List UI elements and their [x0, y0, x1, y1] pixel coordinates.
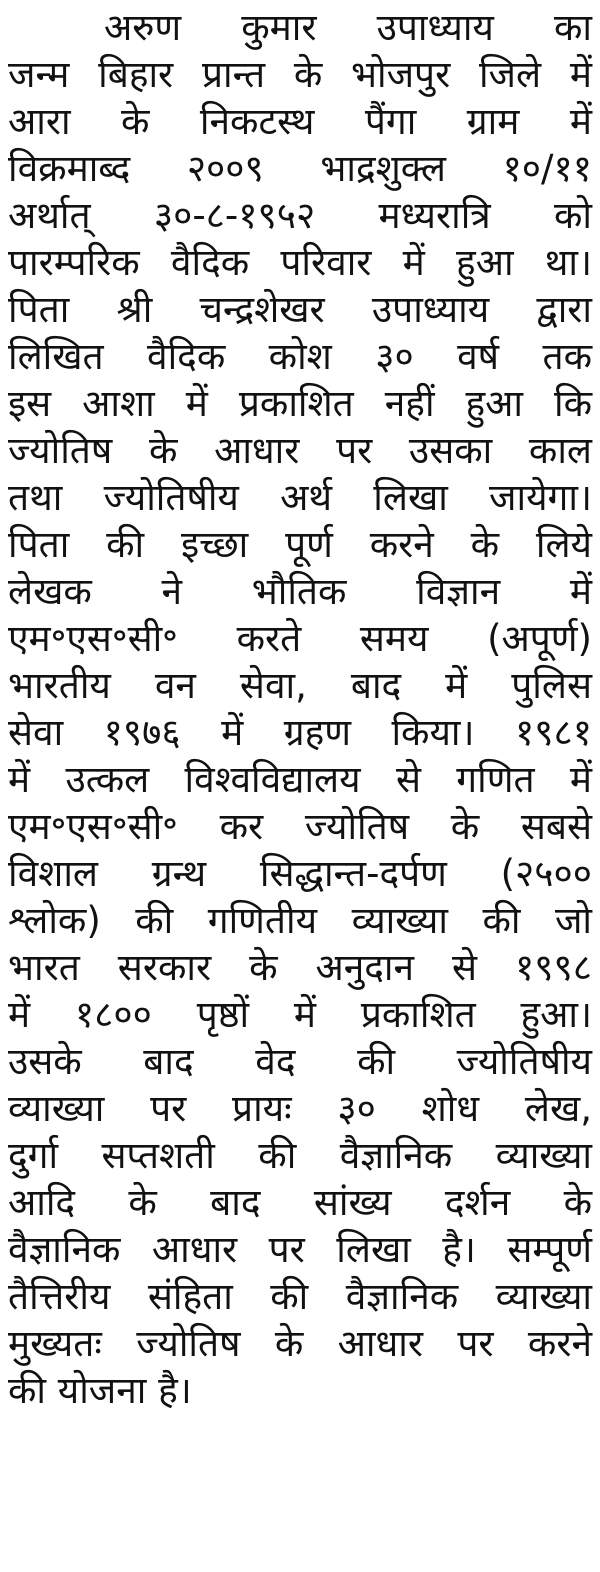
text-line: विक्रमाब्द २००९ भाद्रशुक्ल १०/११ [8, 147, 592, 190]
text-line: इस आशा में प्रकाशित नहीं हुआ कि [8, 382, 592, 425]
text-line: में १८०० पृष्ठों में प्रकाशित हुआ। [8, 993, 592, 1036]
text-line: जन्म बिहार प्रान्त के भोजपुर जिले में [8, 53, 592, 96]
text-line: पिता श्री चन्द्रशेखर उपाध्याय द्वारा [8, 288, 592, 331]
text-line: भारत सरकार के अनुदान से १९९८ [8, 946, 592, 989]
text-line: एम॰एस॰सी॰ कर ज्योतिष के सबसे [8, 805, 592, 848]
text-line: लेखक ने भौतिक विज्ञान में [8, 570, 592, 613]
text-line: तैत्तिरीय संहिता की वैज्ञानिक व्याख्या [8, 1275, 592, 1318]
text-line: में उत्कल विश्वविद्यालय से गणित में [8, 758, 592, 801]
text-line: आदि के बाद सांख्य दर्शन के [8, 1181, 592, 1224]
text-line: भारतीय वन सेवा, बाद में पुलिस [8, 664, 592, 707]
text-line: की योजना है। [8, 1369, 192, 1412]
text-line: विशाल ग्रन्थ सिद्धान्त-दर्पण (२५०० [8, 852, 592, 895]
text-line: मुख्यतः ज्योतिष के आधार पर करने [8, 1322, 592, 1365]
text-line: श्लोक) की गणितीय व्याख्या की जो [8, 899, 592, 942]
biography-paragraph [8, 4, 592, 1414]
text-line: उसके बाद वेद की ज्योतिषीय [8, 1040, 592, 1083]
text-line: एम॰एस॰सी॰ करते समय (अपूर्ण) [8, 617, 592, 660]
text-line: अर्थात् ३०-८-१९५२ मध्यरात्रि को [8, 194, 592, 237]
text-line: पिता की इच्छा पूर्ण करने के लिये [8, 523, 592, 566]
text-line: वैज्ञानिक आधार पर लिखा है। सम्पूर्ण [8, 1228, 592, 1271]
text-line: तथा ज्योतिषीय अर्थ लिखा जायेगा। [8, 476, 592, 519]
text-line: लिखित वैदिक कोश ३० वर्ष तक [8, 335, 592, 378]
text-line: सेवा १९७६ में ग्रहण किया। १९८१ [8, 711, 592, 754]
text-line: पारम्परिक वैदिक परिवार में हुआ था। [8, 241, 592, 284]
text-line: ज्योतिष के आधार पर उसका काल [8, 429, 592, 472]
text-line: व्याख्या पर प्रायः ३० शोध लेख, [8, 1087, 592, 1130]
text-line: अरुण कुमार उपाध्याय का [104, 6, 592, 49]
text-line: दुर्गा सप्तशती की वैज्ञानिक व्याख्या [8, 1134, 592, 1177]
text-line: आरा के निकटस्थ पैंगा ग्राम में [8, 100, 592, 143]
